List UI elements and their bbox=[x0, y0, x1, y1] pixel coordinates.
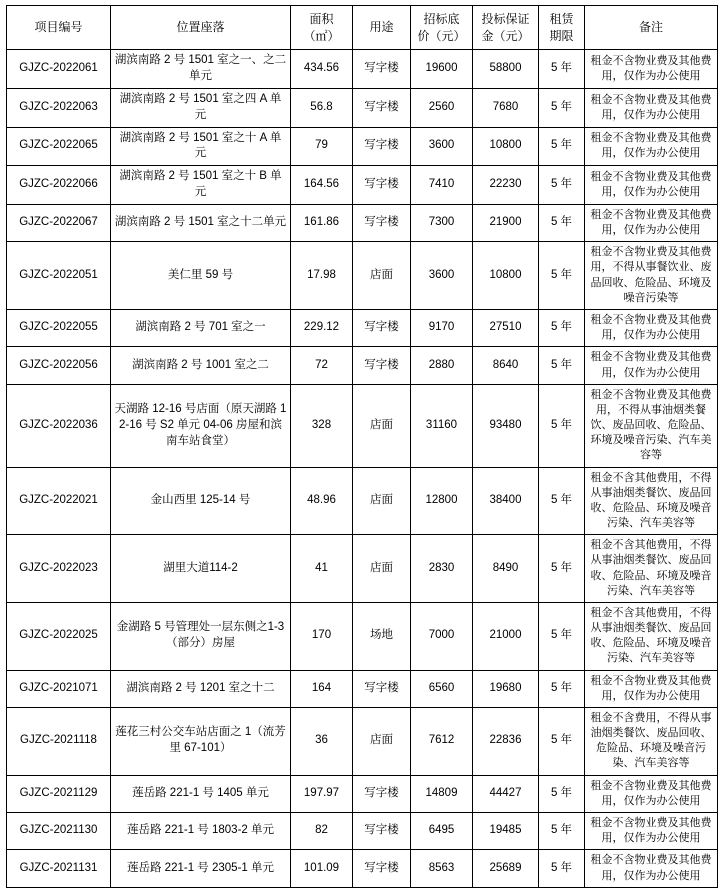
cell-project-code: GJZC-2022063 bbox=[7, 88, 111, 127]
cell-term: 5 年 bbox=[539, 310, 585, 347]
table-header bbox=[7, 6, 718, 50]
table-row bbox=[7, 310, 718, 347]
cell-remark: 租金不含物业费及其他费用，仅作为办公使用 bbox=[585, 850, 718, 887]
cell-project-code: GJZC-2022021 bbox=[7, 467, 111, 535]
cell-base-price: 31160 bbox=[411, 384, 473, 467]
cell-term: 5 年 bbox=[539, 127, 585, 166]
cell-remark: 租金不含其他费用，不得从事油烟类餐饮、废品回收、危险品、环境及噪音污染、汽车美容等 bbox=[585, 467, 718, 535]
cell-remark: 租金不含物业费及其他费用，仅作为办公使用 bbox=[585, 670, 718, 707]
cell-base-price: 7612 bbox=[411, 707, 473, 775]
cell-area: 17.98 bbox=[291, 242, 353, 310]
cell-area: 434.56 bbox=[291, 50, 353, 89]
cell-term: 5 年 bbox=[539, 670, 585, 707]
cell-use: 店面 bbox=[353, 384, 411, 467]
cell-term: 5 年 bbox=[539, 166, 585, 205]
cell-use: 写字楼 bbox=[353, 310, 411, 347]
cell-area: 82 bbox=[291, 812, 353, 849]
cell-term: 5 年 bbox=[539, 204, 585, 241]
column-header-base-price-line1: 招标底 bbox=[423, 12, 460, 26]
cell-remark: 租金不含物业费及其他费用，仅作为办公使用 bbox=[585, 310, 718, 347]
cell-address: 湖滨南路 2 号 1501 室之一、之二单元 bbox=[111, 50, 291, 89]
cell-term: 5 年 bbox=[539, 384, 585, 467]
cell-deposit: 7680 bbox=[473, 88, 539, 127]
cell-area: 72 bbox=[291, 347, 353, 384]
cell-remark: 租金不含物业费及其他费用，仅作为办公使用 bbox=[585, 127, 718, 166]
cell-use: 写字楼 bbox=[353, 166, 411, 205]
cell-use: 写字楼 bbox=[353, 670, 411, 707]
column-header-remark: 备注 bbox=[585, 6, 718, 50]
column-header-code: 项目编号 bbox=[7, 6, 111, 50]
column-header-area-label: 面积 bbox=[309, 12, 334, 26]
table-row bbox=[7, 50, 718, 89]
cell-use: 写字楼 bbox=[353, 88, 411, 127]
cell-address: 天湖路 12-16 号店面（原天湖路 12-16 号 S2 单元 04-06 房屋和滨南车站食堂） bbox=[111, 384, 291, 467]
table-row bbox=[7, 384, 718, 467]
cell-project-code: GJZC-2022067 bbox=[7, 204, 111, 241]
cell-project-code: GJZC-2022055 bbox=[7, 310, 111, 347]
cell-address: 湖滨南路 2 号 1201 室之十二 bbox=[111, 670, 291, 707]
cell-address: 美仁里 59 号 bbox=[111, 242, 291, 310]
cell-base-price: 7300 bbox=[411, 204, 473, 241]
cell-base-price: 6560 bbox=[411, 670, 473, 707]
column-header-base-price bbox=[411, 6, 473, 50]
cell-base-price: 2560 bbox=[411, 88, 473, 127]
cell-deposit: 8490 bbox=[473, 535, 539, 603]
column-header-deposit-line1: 投标保证 bbox=[481, 12, 530, 26]
cell-address: 湖滨南路 2 号 1501 室之四 A 单元 bbox=[111, 88, 291, 127]
cell-term: 5 年 bbox=[539, 850, 585, 887]
cell-project-code: GJZC-2022065 bbox=[7, 127, 111, 166]
cell-project-code: GJZC-2022051 bbox=[7, 242, 111, 310]
cell-base-price: 9170 bbox=[411, 310, 473, 347]
cell-term: 5 年 bbox=[539, 812, 585, 849]
cell-use: 写字楼 bbox=[353, 812, 411, 849]
cell-address: 湖滨南路 2 号 1501 室之十 A 单元 bbox=[111, 127, 291, 166]
cell-base-price: 3600 bbox=[411, 127, 473, 166]
table-row bbox=[7, 812, 718, 849]
cell-base-price: 12800 bbox=[411, 467, 473, 535]
cell-use: 场地 bbox=[353, 602, 411, 670]
cell-base-price: 2830 bbox=[411, 535, 473, 603]
cell-use: 写字楼 bbox=[353, 127, 411, 166]
cell-area: 56.8 bbox=[291, 88, 353, 127]
cell-area: 79 bbox=[291, 127, 353, 166]
cell-term: 5 年 bbox=[539, 88, 585, 127]
cell-address: 湖里大道114-2 bbox=[111, 535, 291, 603]
table-row bbox=[7, 670, 718, 707]
cell-address: 莲岳路 221-1 号 1803-2 单元 bbox=[111, 812, 291, 849]
cell-project-code: GJZC-2021071 bbox=[7, 670, 111, 707]
cell-deposit: 58800 bbox=[473, 50, 539, 89]
column-header-area bbox=[291, 6, 353, 50]
table-row bbox=[7, 602, 718, 670]
table-body bbox=[7, 50, 718, 888]
cell-deposit: 21000 bbox=[473, 602, 539, 670]
column-header-term-line1: 租赁 bbox=[549, 12, 574, 26]
cell-remark: 租金不含其他费用，不得从事油烟类餐饮、废品回收、危险品、环境及噪音污染、汽车美容等 bbox=[585, 535, 718, 603]
cell-remark: 租金不含物业费及其他费用，仅作为办公使用 bbox=[585, 50, 718, 89]
cell-base-price: 3600 bbox=[411, 242, 473, 310]
cell-project-code: GJZC-2022025 bbox=[7, 602, 111, 670]
cell-use: 写字楼 bbox=[353, 775, 411, 812]
cell-base-price: 6495 bbox=[411, 812, 473, 849]
cell-address: 湖滨南路 2 号 1501 室之十二单元 bbox=[111, 204, 291, 241]
cell-address: 金湖路 5 号管理处一层东侧之1-3（部分）房屋 bbox=[111, 602, 291, 670]
table-row bbox=[7, 707, 718, 775]
cell-address: 湖滨南路 2 号 1501 室之十 B 单元 bbox=[111, 166, 291, 205]
cell-term: 5 年 bbox=[539, 50, 585, 89]
cell-term: 5 年 bbox=[539, 535, 585, 603]
cell-deposit: 22230 bbox=[473, 166, 539, 205]
cell-deposit: 19485 bbox=[473, 812, 539, 849]
cell-deposit: 25689 bbox=[473, 850, 539, 887]
cell-area: 41 bbox=[291, 535, 353, 603]
cell-base-price: 8563 bbox=[411, 850, 473, 887]
cell-use: 店面 bbox=[353, 707, 411, 775]
cell-area: 48.96 bbox=[291, 467, 353, 535]
cell-area: 197.97 bbox=[291, 775, 353, 812]
cell-base-price: 14809 bbox=[411, 775, 473, 812]
cell-deposit: 8640 bbox=[473, 347, 539, 384]
cell-base-price: 2880 bbox=[411, 347, 473, 384]
cell-deposit: 27510 bbox=[473, 310, 539, 347]
column-header-term-line2: 期限 bbox=[549, 28, 574, 43]
table-row bbox=[7, 127, 718, 166]
table-row bbox=[7, 775, 718, 812]
cell-base-price: 19600 bbox=[411, 50, 473, 89]
cell-address: 莲岳路 221-1 号 2305-1 单元 bbox=[111, 850, 291, 887]
column-header-area-unit: （㎡） bbox=[303, 28, 340, 43]
cell-term: 5 年 bbox=[539, 707, 585, 775]
cell-remark: 租金不含物业费及其他费用，仅作为办公使用 bbox=[585, 812, 718, 849]
cell-project-code: GJZC-2022056 bbox=[7, 347, 111, 384]
column-header-use: 用途 bbox=[353, 6, 411, 50]
cell-use: 写字楼 bbox=[353, 204, 411, 241]
cell-area: 164.56 bbox=[291, 166, 353, 205]
cell-use: 写字楼 bbox=[353, 347, 411, 384]
cell-remark: 租金不含物业费及其他费用，仅作为办公使用 bbox=[585, 204, 718, 241]
cell-project-code: GJZC-2022066 bbox=[7, 166, 111, 205]
cell-base-price: 7000 bbox=[411, 602, 473, 670]
cell-term: 5 年 bbox=[539, 242, 585, 310]
cell-use: 店面 bbox=[353, 467, 411, 535]
cell-deposit: 10800 bbox=[473, 127, 539, 166]
cell-remark: 租金不含物业费及其他费用，不得从事餐饮业、废品回收、危险品、环境及噪音污染等 bbox=[585, 242, 718, 310]
cell-address: 莲花三村公交车站店面之 1（流芳里 67-101） bbox=[111, 707, 291, 775]
cell-deposit: 19680 bbox=[473, 670, 539, 707]
cell-term: 5 年 bbox=[539, 775, 585, 812]
cell-deposit: 10800 bbox=[473, 242, 539, 310]
cell-deposit: 38400 bbox=[473, 467, 539, 535]
cell-area: 229.12 bbox=[291, 310, 353, 347]
cell-project-code: GJZC-2022023 bbox=[7, 535, 111, 603]
cell-term: 5 年 bbox=[539, 347, 585, 384]
table-row bbox=[7, 166, 718, 205]
cell-project-code: GJZC-2021118 bbox=[7, 707, 111, 775]
table-row bbox=[7, 88, 718, 127]
table-row bbox=[7, 850, 718, 887]
table-row bbox=[7, 535, 718, 603]
cell-project-code: GJZC-2022036 bbox=[7, 384, 111, 467]
cell-area: 101.09 bbox=[291, 850, 353, 887]
cell-remark: 租金不含物业费及其他费用，仅作为办公使用 bbox=[585, 166, 718, 205]
cell-deposit: 22836 bbox=[473, 707, 539, 775]
cell-use: 店面 bbox=[353, 242, 411, 310]
cell-deposit: 93480 bbox=[473, 384, 539, 467]
cell-use: 店面 bbox=[353, 535, 411, 603]
column-header-term bbox=[539, 6, 585, 50]
header-row bbox=[7, 6, 718, 50]
column-header-deposit bbox=[473, 6, 539, 50]
cell-remark: 租金不含费用，不得从事油烟类餐饮、废品回收、危险品、环境及噪音污染、汽车美容等 bbox=[585, 707, 718, 775]
column-header-address: 位置座落 bbox=[111, 6, 291, 50]
cell-address: 莲岳路 221-1 号 1405 单元 bbox=[111, 775, 291, 812]
cell-area: 36 bbox=[291, 707, 353, 775]
cell-project-code: GJZC-2021131 bbox=[7, 850, 111, 887]
cell-remark: 租金不含物业费及其他费用，仅作为办公使用 bbox=[585, 88, 718, 127]
cell-remark: 租金不含其他费用，不得从事油烟类餐饮、废品回收、危险品、环境及噪音污染、汽车美容等 bbox=[585, 602, 718, 670]
cell-address: 湖滨南路 2 号 701 室之一 bbox=[111, 310, 291, 347]
cell-address: 湖滨南路 2 号 1001 室之二 bbox=[111, 347, 291, 384]
cell-deposit: 21900 bbox=[473, 204, 539, 241]
table-row bbox=[7, 347, 718, 384]
property-listing-table bbox=[6, 5, 718, 888]
cell-area: 328 bbox=[291, 384, 353, 467]
cell-remark: 租金不含物业费及其他费用，仅作为办公使用 bbox=[585, 347, 718, 384]
cell-deposit: 44427 bbox=[473, 775, 539, 812]
cell-address: 金山西里 125-14 号 bbox=[111, 467, 291, 535]
table-row bbox=[7, 467, 718, 535]
cell-term: 5 年 bbox=[539, 467, 585, 535]
cell-project-code: GJZC-2021129 bbox=[7, 775, 111, 812]
column-header-base-price-line2: 价（元） bbox=[417, 28, 466, 43]
cell-remark: 租金不含物业费及其他费用，仅作为办公使用 bbox=[585, 775, 718, 812]
table-row bbox=[7, 242, 718, 310]
cell-area: 170 bbox=[291, 602, 353, 670]
cell-area: 161.86 bbox=[291, 204, 353, 241]
cell-project-code: GJZC-2022061 bbox=[7, 50, 111, 89]
cell-use: 写字楼 bbox=[353, 50, 411, 89]
cell-area: 164 bbox=[291, 670, 353, 707]
cell-base-price: 7410 bbox=[411, 166, 473, 205]
table-row bbox=[7, 204, 718, 241]
cell-project-code: GJZC-2021130 bbox=[7, 812, 111, 849]
cell-remark: 租金不含物业费及其他费用，不得从事油烟类餐饮、废品回收、危险品、环境及噪音污染、汽车美容等 bbox=[585, 384, 718, 467]
column-header-deposit-line2: 金（元） bbox=[481, 28, 530, 43]
cell-term: 5 年 bbox=[539, 602, 585, 670]
cell-use: 写字楼 bbox=[353, 850, 411, 887]
